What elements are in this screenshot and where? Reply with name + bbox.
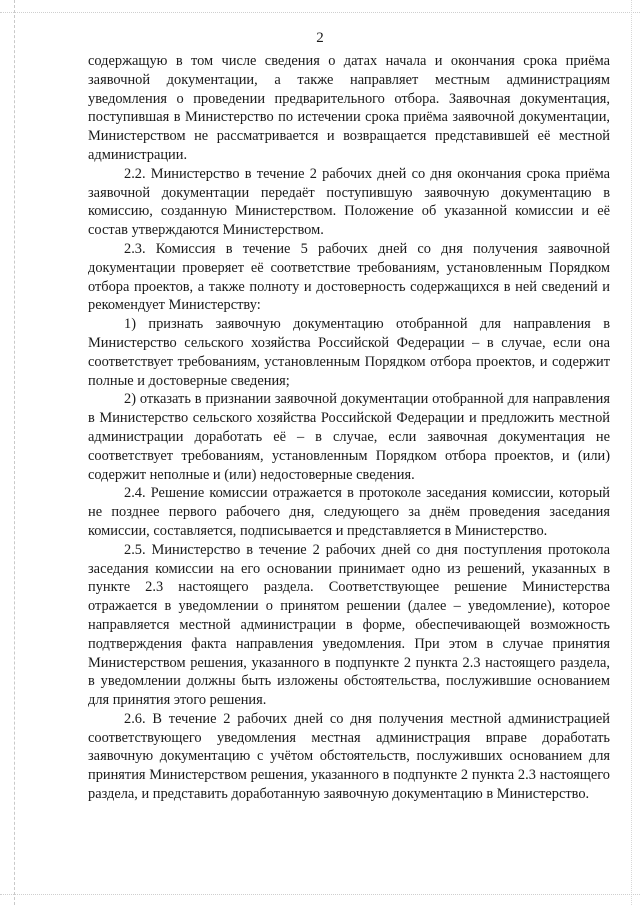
paragraph-2-6: 2.6. В течение 2 рабочих дней со дня получения местной администрацией соответствующего уведомления местная администрация вправе доработать заявочную документацию с учётом обстоятельств, послуживших основанием для принятия Министерством решения, указанного в подпункте 2 пункта 2.3 настоящего раздела, и представить доработанную заявочную документацию в Министерство. (88, 710, 610, 803)
paragraph-2-3-item-1: 1) признать заявочную документацию отобранной для направления в Министерство сельского хозяйства Российской Федерации – в случае, если она соответствует требованиям, установленным Порядком отбора проектов, и содержит полные и достоверные сведения; (88, 316, 610, 389)
document-body (88, 52, 610, 804)
scan-edge-bottom (0, 894, 640, 905)
paragraph-continuation: содержащую в том числе сведения о датах начала и окончания срока приёма заявочной документации, а также направляет местным администрациям уведомления о проведении предварительного отбора. Заявочная документация, поступившая в Министерство по истечении срока приёма заявочной документации, Министерством не рассматривается и возвращается представившей её местной администрации. (88, 53, 610, 163)
scan-edge-left (0, 0, 15, 905)
scan-edge-right (631, 0, 640, 905)
page-number: 2 (316, 30, 324, 46)
paragraph-2-4: 2.4. Решение комиссии отражается в протоколе заседания комиссии, который не позднее первого рабочего дня, следующего за днём проведения заседания комиссии, составляется, подписывается и представляется в Министерство. (88, 485, 610, 539)
paragraph-2-3-item-2: 2) отказать в признании заявочной документации отобранной для направления в Министерство сельского хозяйства Российской Федерации и предложить местной администрации доработать её – в случае, если заявочная документация не соответствует требованиям, установленным Порядком отбора проектов, и (или) содержит неполные и (или) недостоверные сведения. (88, 391, 610, 483)
paragraph-2-2: 2.2. Министерство в течение 2 рабочих дней со дня окончания срока приёма заявочной документации передаёт поступившую заявочную документацию в комиссию, созданную Министерством. Положение об указанной комиссии и её состав утверждаются Министерством. (88, 165, 610, 239)
paragraph-2-3: 2.3. Комиссия в течение 5 рабочих дней со дня получения заявочной документации проверяет её соответствие требованиям, установленным Порядком отбора проектов, а также полноту и достоверность содержащихся в ней сведений и рекомендует Министерству: (88, 240, 610, 314)
scan-edge-top (0, 0, 640, 13)
paragraph-2-5: 2.5. Министерство в течение 2 рабочих дней со дня поступления протокола заседания комиссии на его основании принимает одно из решений, указанных в пункте 2.3 настоящего раздела. Соответствующее решение Министерства отражается в уведомлении о принятом решении (далее – уведомление), которое направляется местной администрации в форме, обеспечивающей возможность подтверждения факта направления уведомления. При этом в случае принятия Министерством решения, указанного в подпункте 2 пункта 2.3 настоящего раздела, в уведомлении должны быть изложены обстоятельства, послужившие основанием для принятия этого решения. (88, 541, 610, 709)
